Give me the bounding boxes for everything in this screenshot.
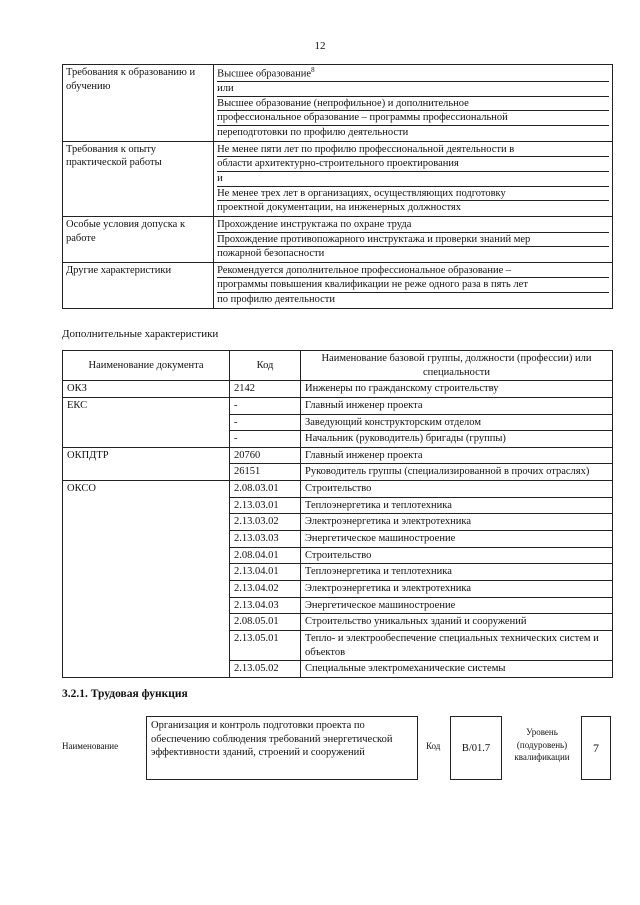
requirement-line (217, 157, 609, 172)
requirement-line-text: Не менее трех лет в организациях, осуществляющих подготовку (217, 187, 506, 199)
requirement-value (214, 216, 613, 262)
requirement-line-text: Высшее образование (217, 68, 312, 80)
document-cell (63, 630, 230, 660)
group-name-cell: Строительство (301, 481, 613, 498)
document-cell (63, 464, 230, 481)
requirement-line-text: по профилю деятельности (217, 294, 335, 306)
group-name-cell: Главный инженер проекта (301, 447, 613, 464)
requirement-value (214, 65, 613, 142)
document-cell (63, 614, 230, 631)
group-name-cell: Энергетическое машиностроение (301, 597, 613, 614)
code-cell: 26151 (230, 464, 301, 481)
code-cell: 2142 (230, 381, 301, 398)
level-box (581, 716, 611, 780)
requirement-line-text: и (217, 172, 223, 184)
group-name-cell: Электроэнергетика и электротехника (301, 514, 613, 531)
table-row (63, 547, 613, 564)
group-name-cell: Строительство уникальных зданий и сооружений (301, 614, 613, 631)
requirement-line-text: программы повышения квалификации не реже одного раза в пять лет (217, 279, 528, 291)
code-cell: 2.13.05.02 (230, 661, 301, 678)
document-cell (63, 564, 230, 581)
code-cell: 2.13.03.02 (230, 514, 301, 531)
footnote-marker: 8 (311, 66, 315, 74)
requirement-line-text: Прохождение инструктажа по охране труда (217, 218, 412, 230)
requirement-row (63, 216, 613, 262)
table-row (63, 531, 613, 548)
code-cell: - (230, 397, 301, 414)
function-name-box (146, 716, 418, 780)
header-document: Наименование документа (63, 351, 230, 381)
requirement-line (217, 278, 609, 293)
document-cell (63, 597, 230, 614)
table-row (63, 447, 613, 464)
requirement-line-text: переподготовки по профилю деятельности (217, 127, 409, 139)
requirement-label: Требования к опыту практической работы (63, 141, 214, 216)
document-cell (63, 514, 230, 531)
requirement-value (214, 141, 613, 216)
level-label: Уровень (подуровень) квалификации (514, 727, 570, 763)
code-cell: 2.13.05.01 (230, 630, 301, 660)
table-row (63, 481, 613, 498)
table-row (63, 431, 613, 448)
code-cell: 2.13.04.02 (230, 580, 301, 597)
group-name-cell: Теплоэнергетика и теплотехника (301, 564, 613, 581)
group-name-cell: Руководитель группы (специализированной в прочих отраслях) (301, 464, 613, 481)
table-row (63, 580, 613, 597)
requirement-line-text: проектной документации, на инженерных должностях (217, 202, 461, 214)
table-row (63, 597, 613, 614)
table-row (63, 414, 613, 431)
requirement-row (63, 262, 613, 308)
group-name-cell: Строительство (301, 547, 613, 564)
code-cell: 2.08.05.01 (230, 614, 301, 631)
group-name-cell: Инженеры по гражданскому строительству (301, 381, 613, 398)
document-cell (63, 497, 230, 514)
document-cell (63, 547, 230, 564)
requirement-row (63, 65, 613, 142)
requirement-line (217, 172, 609, 187)
requirement-row (63, 141, 613, 216)
requirement-label: Требования к образованию и обучению (63, 65, 214, 142)
table-row (63, 381, 613, 398)
requirement-value (214, 262, 613, 308)
header-code: Код (230, 351, 301, 381)
document-cell (63, 431, 230, 448)
page-number: 12 (314, 40, 326, 52)
document-cell (63, 661, 230, 678)
requirement-line (217, 187, 609, 202)
requirement-line (217, 233, 609, 248)
requirement-line-text: Высшее образование (непрофильное) и дополнительное (217, 97, 469, 109)
table-row (63, 564, 613, 581)
code-cell: 2.08.03.01 (230, 481, 301, 498)
requirement-line-text: или (217, 83, 234, 95)
requirement-line-text: области архитектурно-строительного проектирования (217, 158, 459, 170)
header-group: Наименование базовой группы, должности (профессии) или специальности (301, 351, 613, 381)
document-cell: ОКЗ (63, 381, 230, 398)
requirement-line (217, 264, 609, 279)
code-label: Код (426, 741, 441, 751)
requirement-line (217, 201, 609, 215)
table-row (63, 614, 613, 631)
requirement-label: Особые условия допуска к работе (63, 216, 214, 262)
extra-characteristics-title: Дополнительные характеристики (62, 328, 219, 340)
requirement-line (217, 143, 609, 158)
code-cell: 2.08.04.01 (230, 547, 301, 564)
code-cell: 2.13.04.03 (230, 597, 301, 614)
requirement-line (217, 126, 609, 140)
code-cell: 2.13.03.01 (230, 497, 301, 514)
group-name-cell: Заведующий конструкторским отделом (301, 414, 613, 431)
requirement-label: Другие характеристики (63, 262, 214, 308)
group-name-cell: Энергетическое машиностроение (301, 531, 613, 548)
function-name-value: Организация и контроль подготовки проекта по обеспечению соблюдения требований энергетической эффективности зданий, строений и сооружений (151, 720, 393, 759)
requirements-table (62, 64, 613, 309)
table-row (63, 661, 613, 678)
requirement-line-text: Прохождение противопожарного инструктажа и проверки знаний мер (217, 233, 531, 245)
requirement-line (217, 66, 609, 82)
group-name-cell: Главный инженер проекта (301, 397, 613, 414)
requirement-line (217, 293, 609, 307)
document-cell (63, 531, 230, 548)
extra-characteristics-table (62, 350, 613, 678)
function-code-box (450, 716, 502, 780)
document-cell: ОКПДТР (63, 447, 230, 464)
group-name-cell: Тепло- и электрообеспечение специальных технических систем и объектов (301, 630, 613, 660)
requirement-line (217, 111, 609, 126)
code-cell: 20760 (230, 447, 301, 464)
function-code-value: B/01.7 (461, 742, 491, 754)
group-name-cell: Специальные электромеханические системы (301, 661, 613, 678)
requirement-line-text: профессиональное образование – программы профессиональной (217, 112, 508, 124)
code-cell: - (230, 414, 301, 431)
requirement-line (217, 247, 609, 261)
group-name-cell: Электроэнергетика и электротехника (301, 580, 613, 597)
requirement-line-text: пожарной безопасности (217, 248, 325, 260)
document-cell (63, 580, 230, 597)
requirement-line-text: Рекомендуется дополнительное профессиональное образование – (217, 264, 512, 276)
requirement-line-text: Не менее пяти лет по профилю профессиональной деятельности в (217, 143, 515, 155)
requirement-line (217, 82, 609, 97)
code-cell: - (230, 431, 301, 448)
table-row (63, 397, 613, 414)
requirement-line (217, 97, 609, 112)
name-label: Наименование (62, 741, 119, 751)
code-cell: 2.13.03.03 (230, 531, 301, 548)
document-cell (63, 414, 230, 431)
level-value: 7 (593, 740, 599, 755)
requirement-line (217, 218, 609, 233)
document-cell: ЕКС (63, 397, 230, 414)
table-row (63, 630, 613, 660)
table-row (63, 497, 613, 514)
group-name-cell: Теплоэнергетика и теплотехника (301, 497, 613, 514)
table-row (63, 514, 613, 531)
labor-function-title: 3.2.1. Трудовая функция (62, 688, 188, 700)
table-row (63, 464, 613, 481)
document-cell: ОКСО (63, 481, 230, 498)
group-name-cell: Начальник (руководитель) бригады (группы) (301, 431, 613, 448)
code-cell: 2.13.04.01 (230, 564, 301, 581)
